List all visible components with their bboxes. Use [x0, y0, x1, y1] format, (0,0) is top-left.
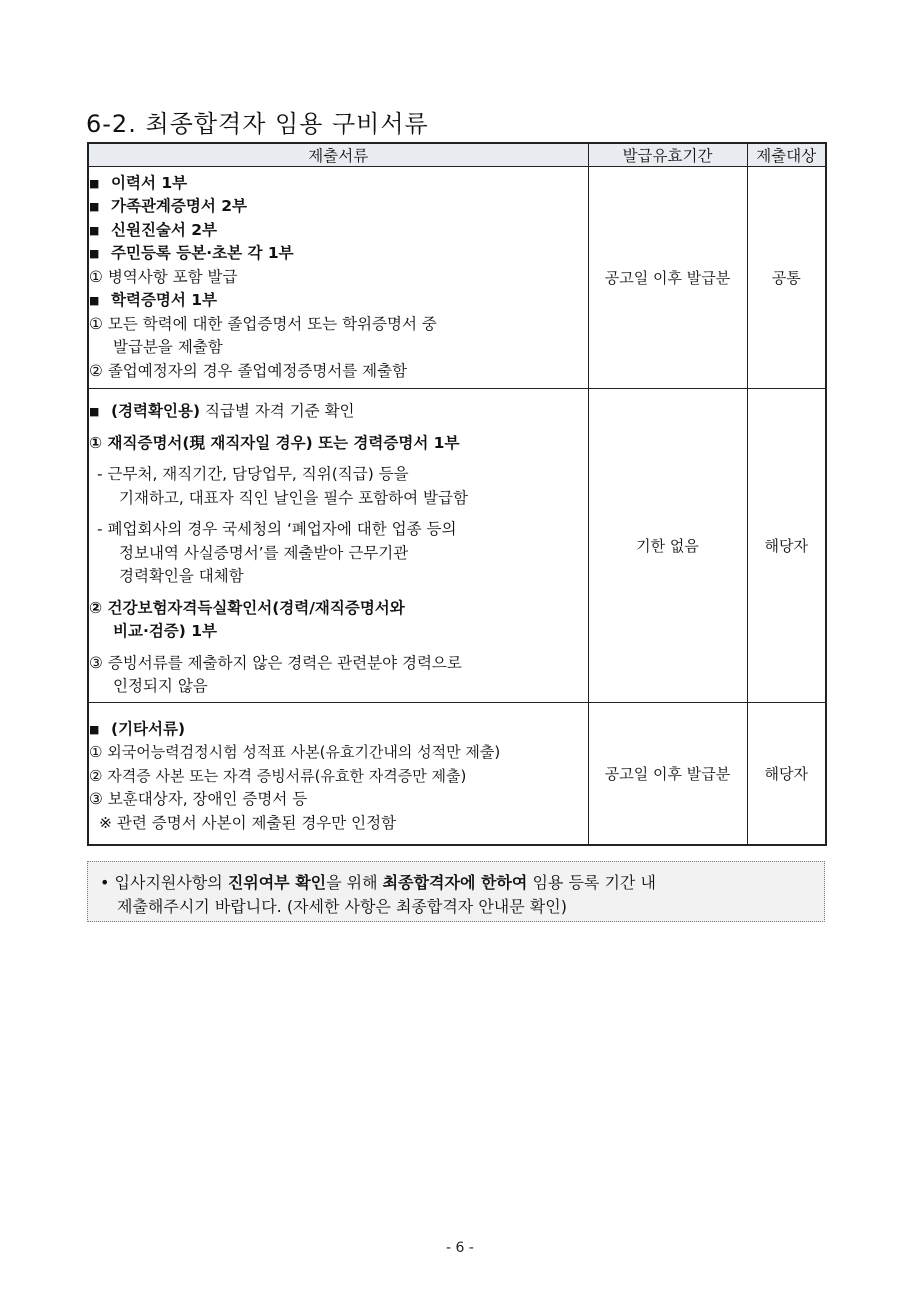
- dash-item-continued: 정보내역 사실증명서’를 제출받아 근무기관: [119, 543, 409, 562]
- square-bullet-icon: ■: [89, 223, 100, 237]
- sub-item: ② 건강보험자격득실확인서(경력/재직증명서와: [89, 598, 405, 617]
- emphasis-text: 최종합격자에 한하여: [382, 873, 528, 892]
- sub-item: ② 졸업예정자의 경우 졸업예정증명서를 제출함: [89, 361, 408, 380]
- documents-cell: [88, 167, 588, 389]
- emphasis-text: 진위여부 확인: [227, 873, 327, 892]
- sub-item: ① 병역사항 포함 발급: [89, 267, 238, 286]
- list-item: ■ 이력서 1부: [89, 172, 588, 196]
- square-bullet-icon: ■: [89, 176, 100, 190]
- header-documents: 제출서류: [88, 143, 588, 167]
- table-row: [88, 167, 826, 389]
- dash-item-continued: 기재하고, 대표자 직인 날인을 필수 포함하여 발급함: [119, 488, 468, 507]
- sub-item: ① 모든 학력에 대한 졸업증명서 또는 학위증명서 중: [89, 314, 437, 333]
- documents-cell: [88, 389, 588, 703]
- page-number: - 6 -: [446, 1240, 474, 1256]
- list-item: ■ 학력증명서 1부: [89, 289, 588, 313]
- dash-item-continued: 경력확인을 대체함: [119, 567, 244, 586]
- sub-item-continued: 비교·검증) 1부: [113, 622, 218, 641]
- sub-item: ③ 증빙서류를 제출하지 않은 경력은 관련분야 경력으로: [89, 653, 462, 672]
- list-item: ■ 주민등록 등본·초본 각 1부: [89, 242, 588, 266]
- list-item: ■ 신원진술서 2부: [89, 219, 588, 243]
- square-bullet-icon: ■: [89, 200, 100, 214]
- documents-table: [87, 142, 827, 846]
- sub-item-continued: 발급분을 제출함: [113, 338, 223, 357]
- notice-line: • 입사지원사항의 진위여부 확인을 위해 최종합격자에 한하여 임용 등록 기간 내: [100, 873, 656, 892]
- sub-item: ② 자격증 사본 또는 자격 증빙서류(유효한 자격증만 제출): [89, 766, 467, 785]
- validity-cell: 기한 없음: [588, 389, 747, 703]
- dash-item: - 근무처, 재직기간, 담당업무, 직위(직급) 등을: [97, 465, 409, 484]
- section-title: 6-2. 최종합격자 임용 구비서류: [86, 110, 429, 138]
- list-item: ■ (경력확인용) 직급별 자격 기준 확인: [89, 400, 588, 424]
- validity-cell: 공고일 이후 발급분: [588, 703, 747, 845]
- sub-item: ③ 보훈대상자, 장애인 증명서 등: [89, 790, 308, 808]
- square-bullet-icon: ■: [89, 405, 100, 419]
- table-header-row: [88, 143, 826, 167]
- square-bullet-icon: ■: [89, 294, 100, 308]
- square-bullet-icon: ■: [89, 247, 100, 261]
- table-row: [88, 703, 826, 845]
- table-row: [88, 389, 826, 703]
- sub-item-continued: 인정되지 않음: [113, 677, 208, 696]
- header-validity: 발급유효기간: [588, 143, 747, 167]
- square-bullet-icon: ■: [89, 722, 100, 736]
- target-cell: 공통: [747, 167, 826, 389]
- bullet-dot-icon: •: [100, 873, 110, 892]
- validity-cell: 공고일 이후 발급분: [588, 167, 747, 389]
- target-cell: 해당자: [747, 703, 826, 845]
- notice-line: 제출해주시기 바랍니다. (자세한 사항은 최종합격자 안내문 확인): [117, 896, 567, 916]
- notice-box: [87, 861, 825, 922]
- sub-item: ① 외국어능력검정시험 성적표 사본(유효기간내의 성적만 제출): [89, 743, 501, 761]
- target-cell: 해당자: [747, 389, 826, 703]
- list-item: ■ (기타서류): [89, 718, 588, 742]
- sub-item: ① 재직증명서(現 재직자일 경우) 또는 경력증명서 1부: [89, 433, 460, 452]
- remark-item: ※ 관련 증명서 사본이 제출된 경우만 인정함: [99, 813, 397, 832]
- header-target: 제출대상: [747, 143, 826, 167]
- documents-cell: [88, 703, 588, 845]
- dash-item: - 폐업회사의 경우 국세청의 ‘폐업자에 대한 업종 등의: [97, 520, 457, 539]
- list-item: ■ 가족관계증명서 2부: [89, 195, 588, 219]
